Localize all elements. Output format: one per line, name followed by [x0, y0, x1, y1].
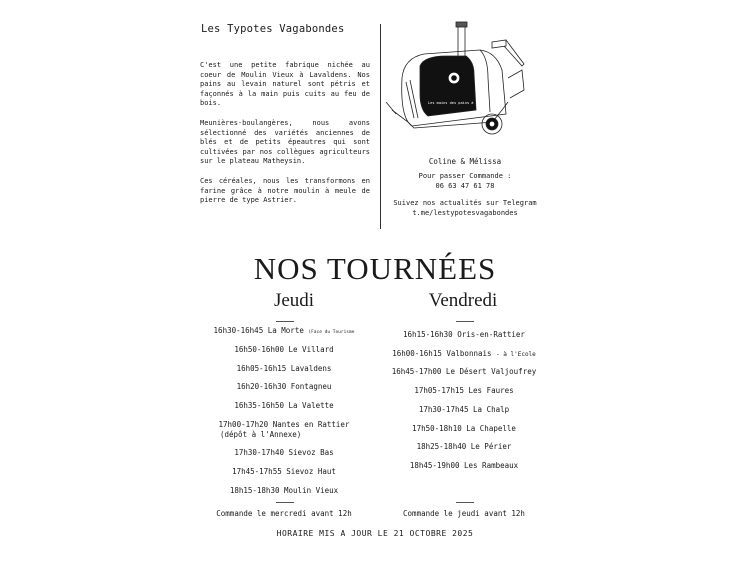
jeudi-stops — [194, 0, 374, 562]
list-item: 17h45-17h55 Sievoz Haut — [232, 467, 336, 476]
list-item: 17h30-17h45 La Chalp — [418, 405, 510, 414]
list-item: 16h05-16h15 Lavaldens — [236, 364, 332, 373]
list-item: 17h50-18h10 La Chapelle — [412, 424, 516, 433]
intro-paragraph-2: Meunières-boulangères, nous avons sélectionné des variétés anciennes de blés et de petits épeautres qui sont cultivées par nos collègues agriculteurs sur le plateau Matheysin. — [200, 118, 370, 166]
day-heading-vendredi: Vendredi — [428, 290, 498, 311]
brand-name: Les Typotes Vagabondes — [201, 23, 345, 35]
list-item: 17h30-17h40 Sievoz Bas — [234, 448, 334, 457]
vendredi-deadline: Commande le jeudi avant 12h — [403, 509, 525, 518]
list-item: 16h15-16h30 Oris-en-Rattier — [403, 330, 525, 339]
list-item: 17h05-17h15 Les Faures — [414, 386, 514, 395]
list-item: 16h00-16h15 Valbonnais - à l'Ecole — [392, 349, 536, 358]
baker-names: Coline & Mélissa — [428, 157, 502, 166]
divider-vendredi-bottom — [456, 502, 474, 503]
divider-jeudi-bottom — [276, 502, 294, 503]
telegram-link[interactable]: t.me/lestypotesvagabondes — [412, 209, 518, 217]
list-item: 18h15-18h30 Moulin Vieux — [229, 486, 339, 495]
list-item: 17h00-17h20 Nantes en Rattier (dépôt à l'Annexe) — [218, 420, 350, 439]
list-item: 16h30-16h45 La Morte (Face du Tourisme — [213, 326, 355, 335]
list-item: 16h35-16h50 La Valette — [234, 401, 334, 410]
order-label: Pour passer Commande : — [418, 172, 512, 180]
intro-paragraph-3: Ces céréales, nous les transformons en farine grâce à notre moulin à meule de pierre de type Astrier. — [200, 176, 370, 205]
list-item: 18h45-19h00 Les Rambeaux — [409, 461, 519, 470]
list-item: 16h20-16h30 Fontagneu — [236, 382, 332, 391]
telegram-label: Suivez nos actualités sur Telegram — [393, 199, 537, 207]
update-notice: HORAIRE MIS A JOUR LE 21 OCTOBRE 2025 — [276, 529, 474, 538]
day-heading-jeudi: Jeudi — [273, 290, 315, 311]
intro-paragraph-1: C'est une petite fabrique nichée au coeur de Moulin Vieux à Lavaldens. Nos pains au levain naturel sont pétris et façonnés à la main puis cuits au feu de bois. — [200, 61, 370, 108]
vendredi-stops — [374, 0, 554, 562]
phone-number[interactable]: 06 63 47 61 78 — [435, 182, 495, 190]
jeudi-deadline: Commande le mercredi avant 12h — [216, 509, 352, 518]
list-item: 16h45-17h00 Le Désert Valjoufrey — [391, 367, 537, 376]
list-item: 16h50-16h00 Le Villard — [234, 345, 334, 354]
list-item: 18h25-18h40 Le Périer — [416, 442, 512, 451]
page-title: NOS TOURNÉES — [253, 251, 497, 286]
truck-door-text: Les mains des pains à la ... — [428, 101, 489, 105]
